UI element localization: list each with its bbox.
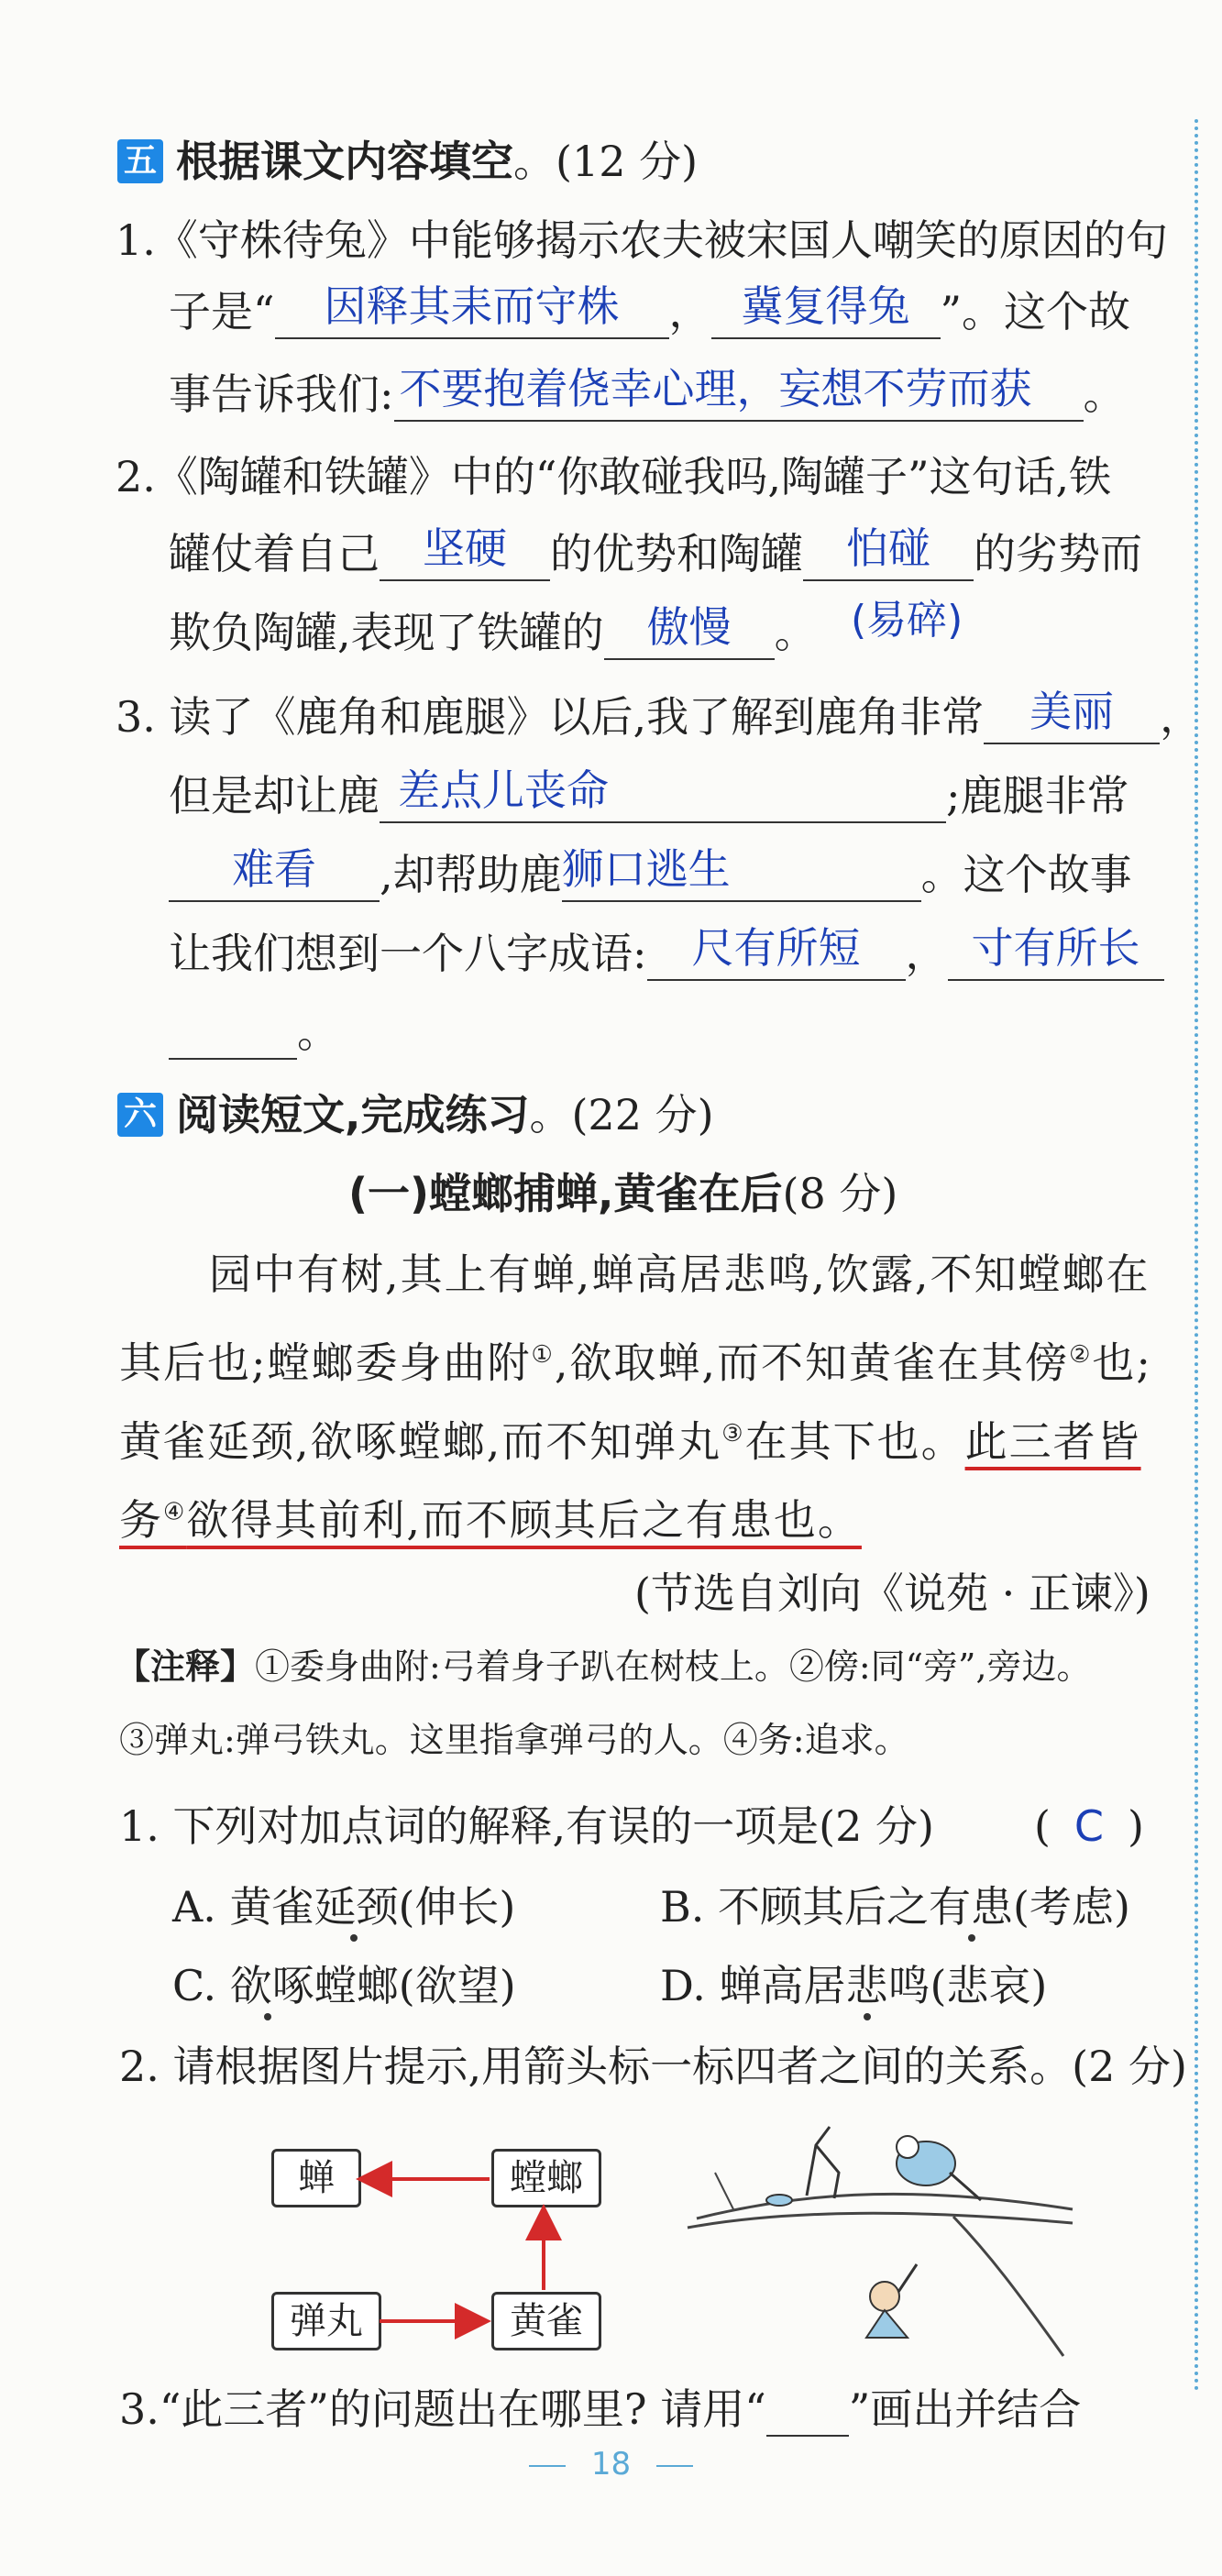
s5-q3-answer4: 狮口逃生 <box>561 844 731 894</box>
underlined-sentence-part1: 此三者皆 <box>964 1416 1141 1467</box>
s6-q1-answer-paren[interactable]: ( C ) <box>1034 1799 1144 1854</box>
box-chan: 蝉 <box>271 2149 361 2207</box>
s5-q1-line3: 事告诉我们: 不要抱着侥幸心理，妄想不劳而获 。 <box>169 367 1126 422</box>
s5-q3-blank6[interactable] <box>948 923 1164 981</box>
dot-b <box>968 1934 975 1942</box>
dot-d <box>864 2013 871 2020</box>
s6-q2-text: 2. 请根据图片提示,用箭头标一标四者之间的关系。(2 分) <box>119 2042 1187 2091</box>
s6-q3-underline-sample <box>766 2394 849 2437</box>
s5-q3-line4: 让我们想到一个八字成语: 尺有所短 ， 寸有所长 <box>169 926 1164 981</box>
notes-line2: ③弹丸:弹弓铁丸。这里指拿弹弓的人。④务:追求。 <box>119 1720 909 1760</box>
box-danwan: 弹丸 <box>271 2292 381 2350</box>
s5-q2-answer2-alt: (易碎) <box>851 597 963 644</box>
s5-q3-blank5[interactable] <box>647 923 906 981</box>
s5-q1-answer2: 冀复得兔 <box>741 281 910 331</box>
option-a[interactable]: A. 黄雀延颈(伸长) <box>172 1882 516 1932</box>
section-6-badge: 六 <box>117 1093 163 1137</box>
s5-q1-blank2[interactable] <box>711 281 941 339</box>
mantis-icon <box>807 2127 839 2198</box>
s5-q3-line3: 难看 ,却帮助鹿 狮口逃生 。这个故事 <box>169 847 1132 902</box>
s5-q3-line2: 但是却让鹿 差点儿丧命 ;鹿腿非常 <box>169 768 1129 823</box>
s5-q1-answer3: 不要抱着侥幸心理，妄想不劳而获 <box>399 364 1032 413</box>
s5-q3-answer5: 尺有所短 <box>691 923 861 973</box>
s5-q1-line1: 1.《守株待兔》中能够揭示农夫被宋国人嘲笑的原因的句 <box>116 215 1168 265</box>
s5-q3-blank3[interactable] <box>169 844 380 902</box>
s5-q2-answer2: 怕碰 <box>846 523 930 573</box>
passage-line2: 其后也;螳螂委身曲附①,欲取蝉,而不知黄雀在其傍②也; <box>119 1338 1152 1388</box>
dot-a <box>350 1934 358 1942</box>
s5-q1-answer1: 因释其耒而守株 <box>324 281 620 331</box>
section-5-title: 根据课文内容填空 <box>176 137 513 186</box>
relationship-arrows <box>257 2136 623 2365</box>
s5-q2-answer1: 坚硬 <box>423 523 507 573</box>
passage-line1: 园中有树,其上有蝉,蝉高居悲鸣,饮露,不知螳螂在 <box>209 1249 1150 1299</box>
s5-q2-line2: 罐仗着自己 坚硬 的优势和陶罐 怕碰 的劣势而 <box>169 526 1142 581</box>
s5-q3-answer2: 差点儿丧命 <box>398 765 609 815</box>
passage-line3: 黄雀延颈,欲啄螳螂,而不知弹丸③在其下也。此三者皆 <box>119 1416 1141 1467</box>
s6-q3-text: 3.“此三者”的问题出在哪里? 请用“ ”画出并结合 <box>119 2382 1081 2437</box>
s5-q3-answer1: 美丽 <box>1029 687 1115 736</box>
section-5-header <box>117 134 698 189</box>
s5-q2-answer3: 傲慢 <box>646 602 732 652</box>
passage-source: (节选自刘向《说苑 · 正谏》) <box>634 1569 1150 1618</box>
s5-q3-line5: 。 <box>169 1005 339 1060</box>
s6-q1-text: 1. 下列对加点词的解释,有误的一项是(2 分) <box>119 1801 934 1851</box>
page-number: 18 <box>0 2446 1222 2482</box>
s5-q1-blank3[interactable] <box>394 364 1084 422</box>
s5-q3-answer6: 寸有所长 <box>971 923 1140 973</box>
passage-title: (一)螳螂捕蝉,黄雀在后(8 分) <box>348 1169 898 1218</box>
section-6-title: 阅读短文,完成练习 <box>176 1090 530 1139</box>
s5-q2-blank1[interactable] <box>380 523 550 581</box>
section-5-badge: 五 <box>117 139 163 183</box>
cicada-icon <box>766 2195 792 2206</box>
option-c[interactable]: C. 欲啄螳螂(欲望) <box>172 1961 516 2010</box>
s5-q1-blank1[interactable] <box>275 281 669 339</box>
boy-icon <box>870 2282 899 2311</box>
s5-q3-answer3: 难看 <box>232 844 316 894</box>
passage-line4 <box>119 1485 862 1547</box>
s5-q2-line3: 欺负陶罐,表现了铁罐的 傲慢 。 <box>169 605 817 660</box>
box-tanglang: 螳螂 <box>491 2149 601 2207</box>
s5-q2-blank2[interactable] <box>803 523 974 581</box>
section-6-score: 。(22 分) <box>529 1090 714 1139</box>
margin-dotted-line <box>1194 119 1198 2393</box>
section-6-header <box>117 1087 714 1142</box>
notes-line1: 【注释】①委身曲附:弓着身子趴在树枝上。②傍:同“旁”,旁边。 <box>116 1646 1092 1687</box>
s5-q3-blank1[interactable] <box>984 687 1160 744</box>
s5-q2-blank3[interactable] <box>604 602 775 660</box>
s6-q1-answer: C <box>1073 1801 1105 1851</box>
s5-q2-line1: 2.《陶罐和铁罐》中的“你敢碰我吗,陶罐子”这句话,铁 <box>116 452 1112 501</box>
box-huangque: 黄雀 <box>491 2292 601 2350</box>
s5-q1-line2: 子是“ 因释其耒而守株 ， 冀复得兔 ”。这个故 <box>169 284 1130 339</box>
option-b[interactable]: B. 不顾其后之有患(考虑) <box>660 1882 1130 1932</box>
section-5-score: 。(12 分) <box>513 137 699 186</box>
dot-c <box>264 2013 271 2020</box>
s5-q3-line1: 3. 读了《鹿角和鹿腿》以后,我了解到鹿角非常 美丽 ， <box>116 689 1202 744</box>
s5-q3-blank4[interactable] <box>561 844 921 902</box>
s5-q3-blank6-cont[interactable] <box>169 1012 297 1060</box>
illustration-branch-scene <box>678 2108 1082 2365</box>
underlined-sentence-part2: 务④欲得其前利,而不顾其后之有患也。 <box>119 1495 862 1546</box>
option-d[interactable]: D. 蝉高居悲鸣(悲哀) <box>660 1961 1048 2010</box>
